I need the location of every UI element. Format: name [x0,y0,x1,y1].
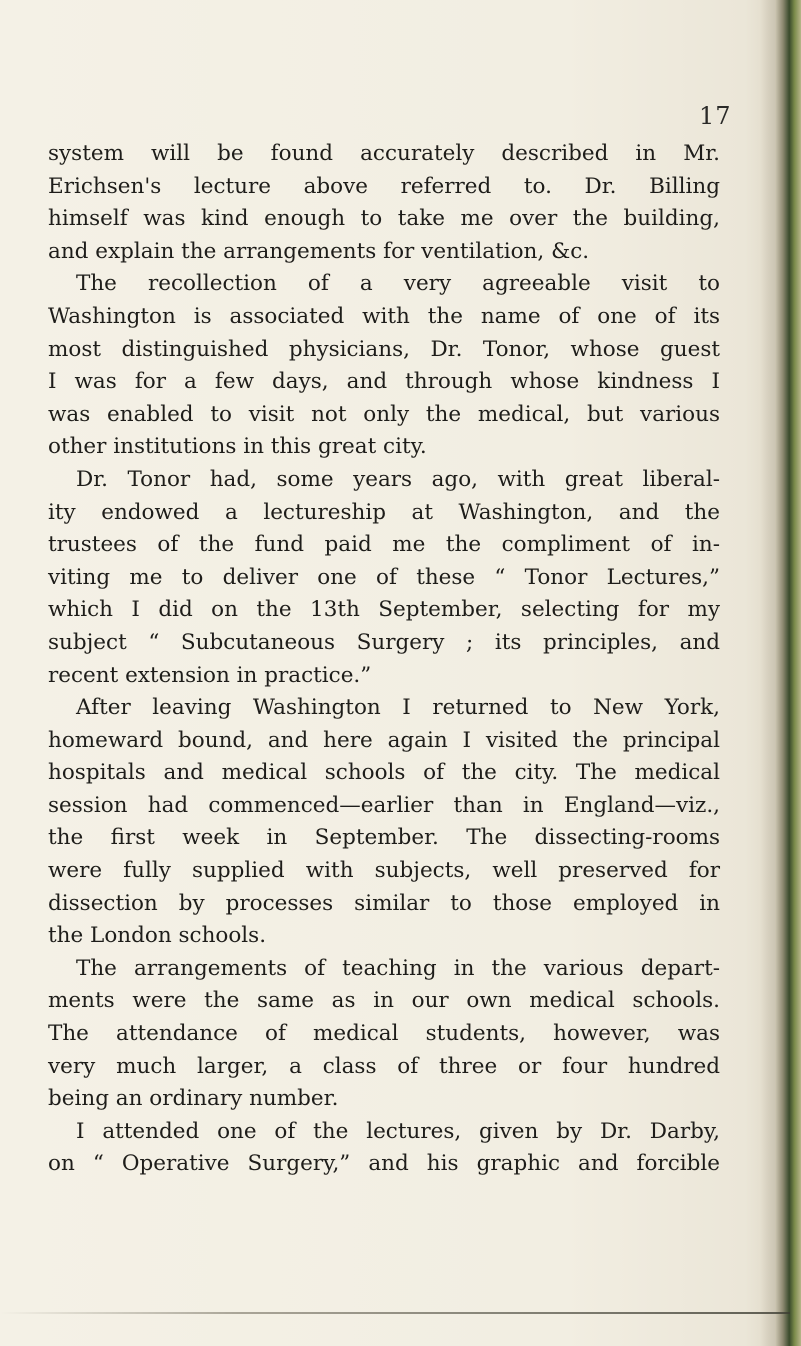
text-line: homeward bound, and here again I visited the principal [48,727,720,753]
text-line: recent extension in practice.” [48,662,372,688]
body-text [48,138,720,1181]
text-line: were fully supplied with subjects, well preserved for [48,858,720,884]
paragraph [48,268,720,464]
text-line: The attendance of medical students, however, was [48,1021,720,1047]
paragraph [48,953,720,1116]
text-line: being an ordinary number. [48,1086,339,1112]
paragraph [48,464,720,692]
text-line: dissection by processes similar to those employed in [48,890,720,916]
book-spine-edge [775,0,801,1346]
text-line: I was for a few days, and through whose kindness I [48,369,720,395]
text-line: The recollection of a very agreeable visit to [76,271,720,297]
text-line: which I did on the 13th September, selecting for my [48,597,720,623]
text-line: very much larger, a class of three or four hundred [48,1053,720,1079]
text-line: I attended one of the lectures, given by Dr. Darby, [76,1118,720,1144]
text-line: the London schools. [48,923,267,949]
text-line: other institutions in this great city. [48,434,427,460]
text-line: was enabled to visit not only the medical, but various [48,401,720,427]
page-bottom-edge [0,1312,790,1314]
paragraph [48,138,720,268]
text-line: ity endowed a lectureship at Washington, and the [48,499,720,525]
text-line: Erichsen's lecture above referred to. Dr. Billing [48,173,720,199]
text-line: and explain the arrangements for ventilation, &c. [48,238,590,264]
text-line: himself was kind enough to take me over the building, [48,206,720,232]
text-line: Dr. Tonor had, some years ago, with great liberal- [76,466,720,492]
text-line: on “ Operative Surgery,” and his graphic and forcible [48,1151,720,1177]
text-line: the first week in September. The dissecting-rooms [48,825,720,851]
paragraph [48,1116,720,1181]
text-line: subject “ Subcutaneous Surgery ; its principles, and [48,629,720,655]
text-line: The arrangements of teaching in the various depart- [76,955,720,981]
text-line: ments were the same as in our own medical schools. [48,988,720,1014]
text-line: trustees of the fund paid me the compliment of in- [48,532,720,558]
text-line: session had commenced—earlier than in England—viz., [48,792,720,818]
text-line: After leaving Washington I returned to New York, [76,695,720,721]
text-line: hospitals and medical schools of the city. The medical [48,760,720,786]
text-line: most distinguished physicians, Dr. Tonor, whose guest [48,336,720,362]
text-line: Washington is associated with the name of one of its [48,303,720,329]
page-number: 17 [699,102,732,130]
paragraph [48,692,720,953]
text-line: system will be found accurately described in Mr. [48,141,720,166]
text-line: viting me to deliver one of these “ Tonor Lectures,” [48,564,720,590]
